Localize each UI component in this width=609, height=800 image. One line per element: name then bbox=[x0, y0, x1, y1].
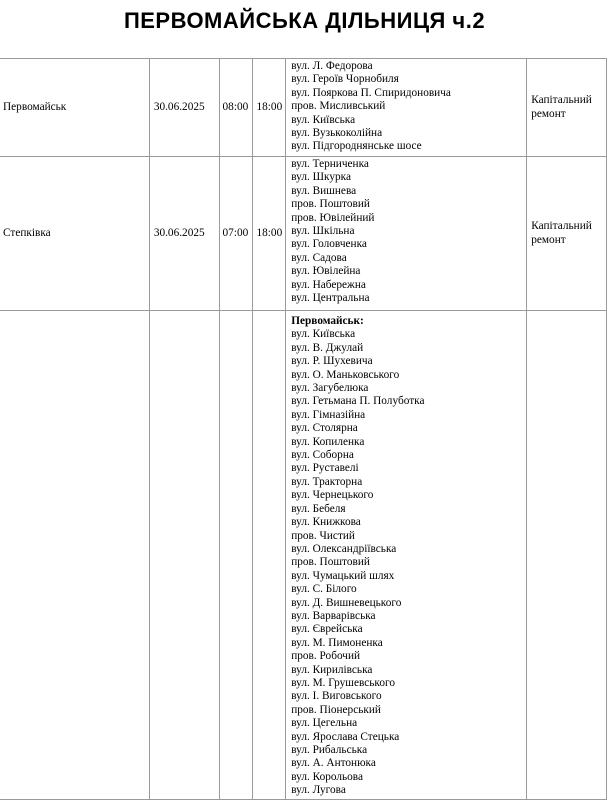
street-item: вул. Цегельна bbox=[291, 717, 358, 730]
street-item: вул. Бебеля bbox=[291, 502, 346, 515]
street-item: вул. Копиленка bbox=[291, 435, 365, 448]
street-item: вул. А. Антонюка bbox=[291, 757, 376, 770]
street-item: вул. М. Пимоненка bbox=[291, 636, 383, 649]
page-title: ПЕРВОМАЙСЬКА ДІЛЬНИЦЯ ч.2 bbox=[123, 8, 486, 33]
street-item: вул. Корольова bbox=[291, 770, 364, 783]
street-item: вул. Центральна bbox=[291, 292, 370, 305]
street-item: пров. Мисливський bbox=[291, 100, 386, 113]
street-item: вул. В. Джулай bbox=[291, 341, 364, 354]
street-item: вул. Героїв Чорнобиля bbox=[291, 73, 399, 86]
street-item: пров. Поштовий bbox=[291, 198, 370, 211]
street-item: вул. М. Грушевського bbox=[291, 676, 395, 689]
table-row bbox=[0, 59, 607, 157]
streets-cell bbox=[286, 157, 527, 311]
street-item: вул. Київська bbox=[291, 328, 356, 341]
date-cell: 30.06.2025 bbox=[149, 59, 219, 157]
street-item: вул. Книжкова bbox=[291, 516, 361, 529]
street-item: вул. Д. Вишневецького bbox=[291, 596, 402, 609]
date-cell bbox=[149, 311, 219, 800]
start-time-cell: 08:00 bbox=[219, 59, 253, 157]
street-item: вул. Київська bbox=[291, 113, 356, 126]
settlement-cell: Первомайськ bbox=[0, 59, 149, 157]
street-item: вул. Загубелюка bbox=[291, 382, 369, 395]
end-time-cell: 18:00 bbox=[253, 59, 286, 157]
street-item: пров. Поштовий bbox=[291, 556, 370, 569]
street-item: вул. Вузькоколійна bbox=[291, 127, 383, 140]
start-time-cell: 07:00 bbox=[219, 157, 253, 311]
outage-schedule-table bbox=[0, 58, 607, 800]
street-item: вул. І. Виговського bbox=[291, 690, 382, 703]
reason-cell: Капітальний ремонт bbox=[527, 157, 607, 311]
street-item: пров. Чистий bbox=[291, 529, 355, 542]
street-item: вул. Підгороднянське шосе bbox=[291, 140, 422, 153]
street-item: вул. Чернецького bbox=[291, 489, 374, 502]
street-item: вул. Лугова bbox=[291, 784, 346, 797]
street-item: пров. Ювілейний bbox=[291, 211, 375, 224]
street-item: вул. Соборна bbox=[291, 449, 354, 462]
streets-cell bbox=[286, 59, 527, 157]
date-cell: 30.06.2025 bbox=[149, 157, 219, 311]
end-time-cell: 18:00 bbox=[253, 157, 286, 311]
street-item: вул. Ювілейна bbox=[291, 265, 361, 278]
street-item: вул. Шкурка bbox=[291, 171, 351, 184]
reason-cell: Капітальний ремонт bbox=[527, 59, 607, 157]
street-item: вул. Головченка bbox=[291, 238, 367, 251]
street-item: вул. Гімназійна bbox=[291, 408, 366, 421]
streets-heading: Первомайськ: bbox=[291, 315, 364, 327]
street-item: вул. Рибальська bbox=[291, 744, 368, 756]
end-time-cell bbox=[253, 311, 286, 800]
street-item: вул. Єврейська bbox=[291, 623, 363, 636]
settlement-cell bbox=[0, 311, 149, 800]
street-item: вул. Ярослава Стецька bbox=[291, 730, 400, 743]
street-item: вул. Шкільна bbox=[291, 225, 355, 238]
table-row bbox=[0, 157, 607, 311]
street-item: вул. Руставелі bbox=[291, 462, 359, 475]
street-item: вул. Садова bbox=[291, 251, 347, 264]
street-item: вул. Кирилівська bbox=[291, 663, 373, 676]
street-item: вул. Набережна bbox=[291, 278, 366, 291]
street-item: вул. Терниченка bbox=[291, 158, 369, 170]
street-item: вул. Пояркова П. Спиридоновича bbox=[291, 86, 451, 99]
streets-cell bbox=[286, 311, 527, 800]
street-item: вул. Л. Федорова bbox=[291, 60, 373, 72]
street-item: вул. Гетьмана П. Полуботка bbox=[291, 395, 425, 408]
start-time-cell bbox=[219, 311, 253, 800]
street-item: пров. Робочий bbox=[291, 650, 361, 663]
street-item: вул. Варварівська bbox=[291, 609, 376, 622]
street-item: вул. Вишнева bbox=[291, 184, 357, 197]
street-item: вул. Столярна bbox=[291, 422, 358, 435]
street-item: вул. Олександріївська bbox=[291, 542, 397, 555]
street-item: вул. О. Маньковського bbox=[291, 368, 400, 381]
street-item: вул. Чумацький шлях bbox=[291, 569, 395, 582]
street-item: вул. С. Білого bbox=[291, 583, 357, 596]
table-row bbox=[0, 311, 607, 800]
street-item: вул. Тракторна bbox=[291, 475, 363, 488]
reason-cell bbox=[527, 311, 607, 800]
settlement-cell: Степківка bbox=[0, 157, 149, 311]
street-item: пров. Піонерський bbox=[291, 703, 381, 716]
street-item: вул. Р. Шухевича bbox=[291, 355, 373, 368]
